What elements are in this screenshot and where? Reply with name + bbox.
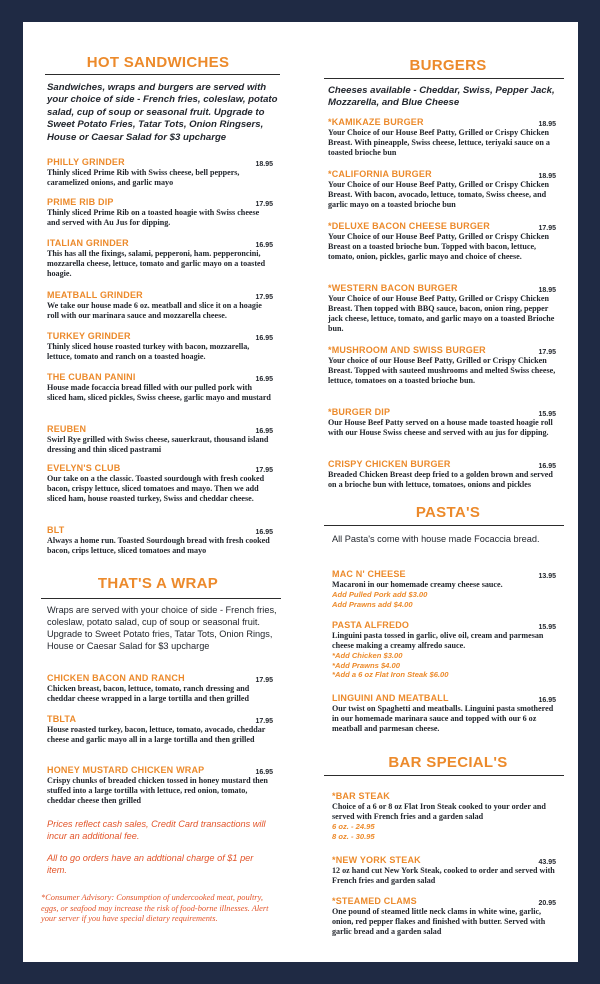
item-addon: 6 oz. - 24.95 bbox=[332, 822, 375, 831]
pasta-intro: All Pasta's come with house made Focaccia bread. bbox=[332, 534, 540, 544]
item-name: BLT bbox=[47, 525, 65, 535]
menu-item-mushroom-swiss-burger bbox=[328, 345, 556, 386]
item-name: MAC N' CHEESE bbox=[332, 569, 406, 579]
item-price: 43.95 bbox=[538, 859, 556, 866]
item-name: *WESTERN BACON BURGER bbox=[328, 283, 458, 293]
item-price: 17.95 bbox=[255, 718, 273, 725]
burgers-title: BURGERS bbox=[409, 57, 487, 74]
menu-item-new-york-steak bbox=[332, 855, 556, 886]
item-description: One pound of steamed little neck clams in white wine, garlic, onion, red pepper flakes and finished with butter. Served with garlic bread and a garden salad bbox=[332, 907, 546, 936]
pasta-rule bbox=[324, 525, 564, 526]
menu-item-mac-n-cheese bbox=[332, 569, 556, 609]
item-price: 17.95 bbox=[538, 349, 556, 356]
item-description: Your choice of our House Beef Patty, Grilled or Crispy Chicken Breast. Topped with sauteed mushrooms and melted Swiss cheese, lettuce, tomatoes on a toasted brioche bun. bbox=[328, 356, 556, 385]
item-description: Your Choice of our House Beef Patty, Grilled or Crispy Chicken Breast. With pineapple, Swiss cheese, lettuce, teriyaki sauce on a toasted brioche bun bbox=[328, 128, 550, 157]
item-addon: 8 oz. - 30.95 bbox=[332, 831, 375, 841]
burgers-intro: Cheeses available - Cheddar, Swiss, Pepper Jack, Mozzarella, and Blue Cheese bbox=[328, 85, 555, 109]
item-name: *BAR STEAK bbox=[332, 791, 391, 801]
item-price: 18.95 bbox=[538, 173, 556, 180]
item-price: 18.95 bbox=[538, 287, 556, 294]
menu-item-burger-dip bbox=[328, 407, 556, 438]
item-name: CRISPY CHICKEN BURGER bbox=[328, 459, 451, 469]
item-name: *KAMIKAZE BURGER bbox=[328, 117, 424, 127]
item-price: 17.95 bbox=[255, 677, 273, 684]
burgers-rule bbox=[324, 78, 564, 79]
item-name: *DELUXE BACON CHEESE BURGER bbox=[328, 221, 490, 231]
item-name: MEATBALL GRINDER bbox=[47, 290, 143, 300]
item-addon: *Add Prawns $4.00 bbox=[332, 660, 400, 670]
menu-item-blt bbox=[47, 525, 273, 556]
item-name: ITALIAN GRINDER bbox=[47, 238, 129, 248]
item-name: CHICKEN BACON AND RANCH bbox=[47, 673, 185, 683]
item-price: 20.95 bbox=[538, 900, 556, 907]
menu-item-reuben bbox=[47, 424, 273, 455]
wrap-rule bbox=[41, 598, 281, 599]
item-name: PASTA ALFREDO bbox=[332, 620, 410, 630]
wrap-intro: Wraps are served with your choice of side - French fries, coleslaw, potato salad, cup of soup or seasonal fruit. Upgrade to Sweet Potato fries, Tatar Tots, Onion Rings, House or Caesar Salad for $3 upcharge bbox=[47, 605, 277, 651]
item-description: Swirl Rye grilled with Swiss cheese, sauerkraut, thousand island dressing and thin sliced pastrami bbox=[47, 435, 269, 454]
to-go-notice: All to go orders have an addtional charge of $1 per item. bbox=[47, 853, 254, 875]
cash-price-notice: Prices reflect cash sales, Credit Card transactions will incur an additional fee. bbox=[47, 819, 266, 841]
hot-sandwiches-intro: Sandwiches, wraps and burgers are served with your choice of side - French fries, coleslaw, potato salad, cup of soup or seasonal fruit. Upgrade to Sweet Potato Fries, Tatar Tots, Onion Ringsers, House or Caesar Salad for $3 upcharge bbox=[47, 82, 278, 143]
menu-item-italian-grinder bbox=[47, 238, 273, 279]
menu-item-meatball-grinder bbox=[47, 290, 273, 321]
item-name: EVELYN'S CLUB bbox=[47, 463, 121, 473]
item-price: 16.95 bbox=[255, 529, 273, 536]
menu-item-turkey-grinder bbox=[47, 331, 273, 362]
item-name: TURKEY GRINDER bbox=[47, 331, 131, 341]
menu-item-pasta-alfredo bbox=[332, 620, 556, 680]
hot-sandwiches-rule bbox=[45, 74, 280, 75]
item-addon: *Add Chicken $3.00 bbox=[332, 651, 403, 660]
item-name: *BURGER DIP bbox=[328, 407, 391, 417]
item-price: 16.95 bbox=[255, 242, 273, 249]
pasta-title: PASTA'S bbox=[415, 504, 481, 521]
item-price: 17.95 bbox=[255, 201, 273, 208]
item-name: HONEY MUSTARD CHICKEN WRAP bbox=[47, 765, 205, 775]
item-name: *CALIFORNIA BURGER bbox=[328, 169, 432, 179]
menu-item-crispy-chicken-burger bbox=[328, 459, 556, 490]
item-price: 18.95 bbox=[255, 161, 273, 168]
item-price: 16.95 bbox=[538, 463, 556, 470]
item-description: Your Choice of our House Beef Patty, Grilled or Crispy Chicken Breast. Then topped with BBQ sauce, bacon, onion ring, pepper jack cheese, lettuce, tomato, and garlic mayo on a toasted Brioche bun. bbox=[328, 294, 555, 333]
item-price: 16.95 bbox=[255, 428, 273, 435]
item-name: PRIME RIB DIP bbox=[47, 197, 114, 207]
item-name: THE CUBAN PANINI bbox=[47, 372, 136, 382]
menu-item-western-bacon-burger bbox=[328, 283, 556, 334]
item-description: Our twist on Spaghetti and meatballs. Linguini pasta smothered in our homemade marinara sauce and topped with our 6 oz meatball and parmesan cheese. bbox=[332, 704, 554, 733]
item-name: *NEW YORK STEAK bbox=[332, 855, 421, 865]
item-description: Breaded Chicken Breast deep fried to a golden brown and served on a brioche bun with lettuce, tomatoes, onions and pickles bbox=[328, 470, 553, 489]
item-price: 16.95 bbox=[255, 769, 273, 776]
menu-item-linguini-meatball bbox=[332, 693, 556, 734]
item-description: House roasted turkey, bacon, lettuce, tomato, avocado, cheddar cheese and garlic mayo all in a large tortilla and then grilled bbox=[47, 725, 266, 744]
menu-item-honey-mustard-wrap bbox=[47, 765, 273, 806]
menu-item-cuban-panini bbox=[47, 372, 273, 403]
menu-item-philly-grinder bbox=[47, 157, 273, 188]
item-name: *STEAMED CLAMS bbox=[332, 896, 417, 906]
item-description: Macaroni in our homemade creamy cheese sauce. bbox=[332, 580, 503, 589]
item-price: 18.95 bbox=[538, 121, 556, 128]
item-price: 17.95 bbox=[255, 467, 273, 474]
item-price: 16.95 bbox=[538, 697, 556, 704]
menu-item-chicken-bacon-ranch bbox=[47, 673, 273, 704]
item-description: Your Choice of our House Beef Patty, Grilled or Crispy Chicken Breast on a toasted brioche bun. Topped with bacon, lettuce, tomato, onion, pickles, garlic mayo and choice of cheese. bbox=[328, 232, 549, 261]
item-name: PHILLY GRINDER bbox=[47, 157, 125, 167]
item-price: 16.95 bbox=[255, 376, 273, 383]
item-description: Linguini pasta tossed in garlic, olive oil, cream and parmesan cheese making a creamy alfredo sauce. bbox=[332, 631, 544, 650]
menu-page bbox=[23, 22, 578, 962]
item-name: TBLTA bbox=[47, 714, 77, 724]
menu-item-steamed-clams bbox=[332, 896, 556, 937]
item-price: 17.95 bbox=[538, 225, 556, 232]
menu-item-bar-steak bbox=[332, 791, 556, 841]
item-description: House made focaccia bread filled with our pulled pork with sliced ham, sliced pickles, Swiss cheese, garlic mayo and mustard bbox=[47, 383, 271, 402]
item-description: 12 oz hand cut New York Steak, cooked to order and served with French fries and garden salad bbox=[332, 866, 555, 885]
item-price: 15.95 bbox=[538, 624, 556, 631]
bar-specials-title: BAR SPECIAL'S bbox=[388, 754, 508, 771]
menu-item-tblta bbox=[47, 714, 273, 745]
item-description: Your Choice of our House Beef Patty, Grilled or Crispy Chicken Breast. With bacon, avocado, lettuce, tomato, Swiss cheese, and garlic mayo on a toasted brioche bun bbox=[328, 180, 549, 209]
item-description: Thinly sliced Prime Rib with Swiss cheese, bell peppers, caramelized onions, and garlic mayo bbox=[47, 168, 240, 187]
consumer-advisory: *Consumer Advisory: Consumption of undercooked meat, poultry, eggs, or seafood may increase the risk of food-borne illnesses. Alert your server if you have special dietary requirements. bbox=[41, 893, 269, 924]
item-addon: Add Pulled Pork add $3.00 bbox=[332, 590, 428, 599]
item-description: This has all the fixings, salami, pepperoni, ham. pepperoncini, mozzarella cheese, lettuce, tomato and garlic mayo on a toasted hoagie. bbox=[47, 249, 266, 278]
item-price: 13.95 bbox=[538, 573, 556, 580]
item-description: We take our house made 6 oz. meatball and slice it on a hoagie roll with our marinara sauce and mozzarella cheese. bbox=[47, 301, 262, 320]
item-addon: *Add a 6 oz Flat Iron Steak $6.00 bbox=[332, 670, 449, 680]
item-name: *MUSHROOM AND SWISS BURGER bbox=[328, 345, 486, 355]
hot-sandwiches-title: HOT SANDWICHES bbox=[86, 54, 230, 71]
menu-item-evelyns-club bbox=[47, 463, 273, 504]
item-description: Choice of a 6 or 8 oz Flat Iron Steak cooked to your order and served with French fries and a garden salad bbox=[332, 802, 546, 821]
item-description: Our House Beef Patty served on a house made toasted hoagie roll with our House Swiss cheese and served with au jus for dipping. bbox=[328, 418, 553, 437]
menu-item-kamikaze-burger bbox=[328, 117, 556, 158]
item-description: Chicken breast, bacon, lettuce, tomato, ranch dressing and cheddar cheese wrapped in a large tortilla and then grilled bbox=[47, 684, 250, 703]
item-price: 15.95 bbox=[538, 411, 556, 418]
item-name: LINGUINI AND MEATBALL bbox=[332, 693, 449, 703]
item-description: Always a home run. Toasted Sourdough bread with fresh cooked bacon, crips lettuce, sliced tomatoes and mayo bbox=[47, 536, 270, 555]
item-price: 16.95 bbox=[255, 335, 273, 342]
item-description: Thinly sliced Prime Rib on a toasted hoagie with Swiss cheese and served with Au Jus for dipping. bbox=[47, 208, 260, 227]
menu-item-california-burger bbox=[328, 169, 556, 210]
item-description: Thinly sliced house roasted turkey with bacon, mozzarella, lettuce, tomato and ranch on a toasted hoagie. bbox=[47, 342, 250, 361]
wrap-title: THAT'S A WRAP bbox=[97, 575, 219, 592]
menu-item-deluxe-bacon-cheese-burger bbox=[328, 221, 556, 262]
item-addon: Add Prawns add $4.00 bbox=[332, 599, 413, 609]
bar-specials-rule bbox=[324, 775, 564, 776]
item-price: 17.95 bbox=[255, 294, 273, 301]
item-description: Crispy chunks of breaded chicken tossed in honey mustard then stuffed into a large tortilla with lettuce, red onion, tomato, cheddar cheese then grilled bbox=[47, 776, 268, 805]
menu-item-prime-rib-dip bbox=[47, 197, 273, 228]
item-description: Our take on a the classic. Toasted sourdough with fresh cooked bacon, crispy lettuce, sliced tomatoes and mayo. Then we add sliced ham, house roasted turkey, Swiss and cheddar cheese. bbox=[47, 474, 265, 503]
item-name: REUBEN bbox=[47, 424, 87, 434]
